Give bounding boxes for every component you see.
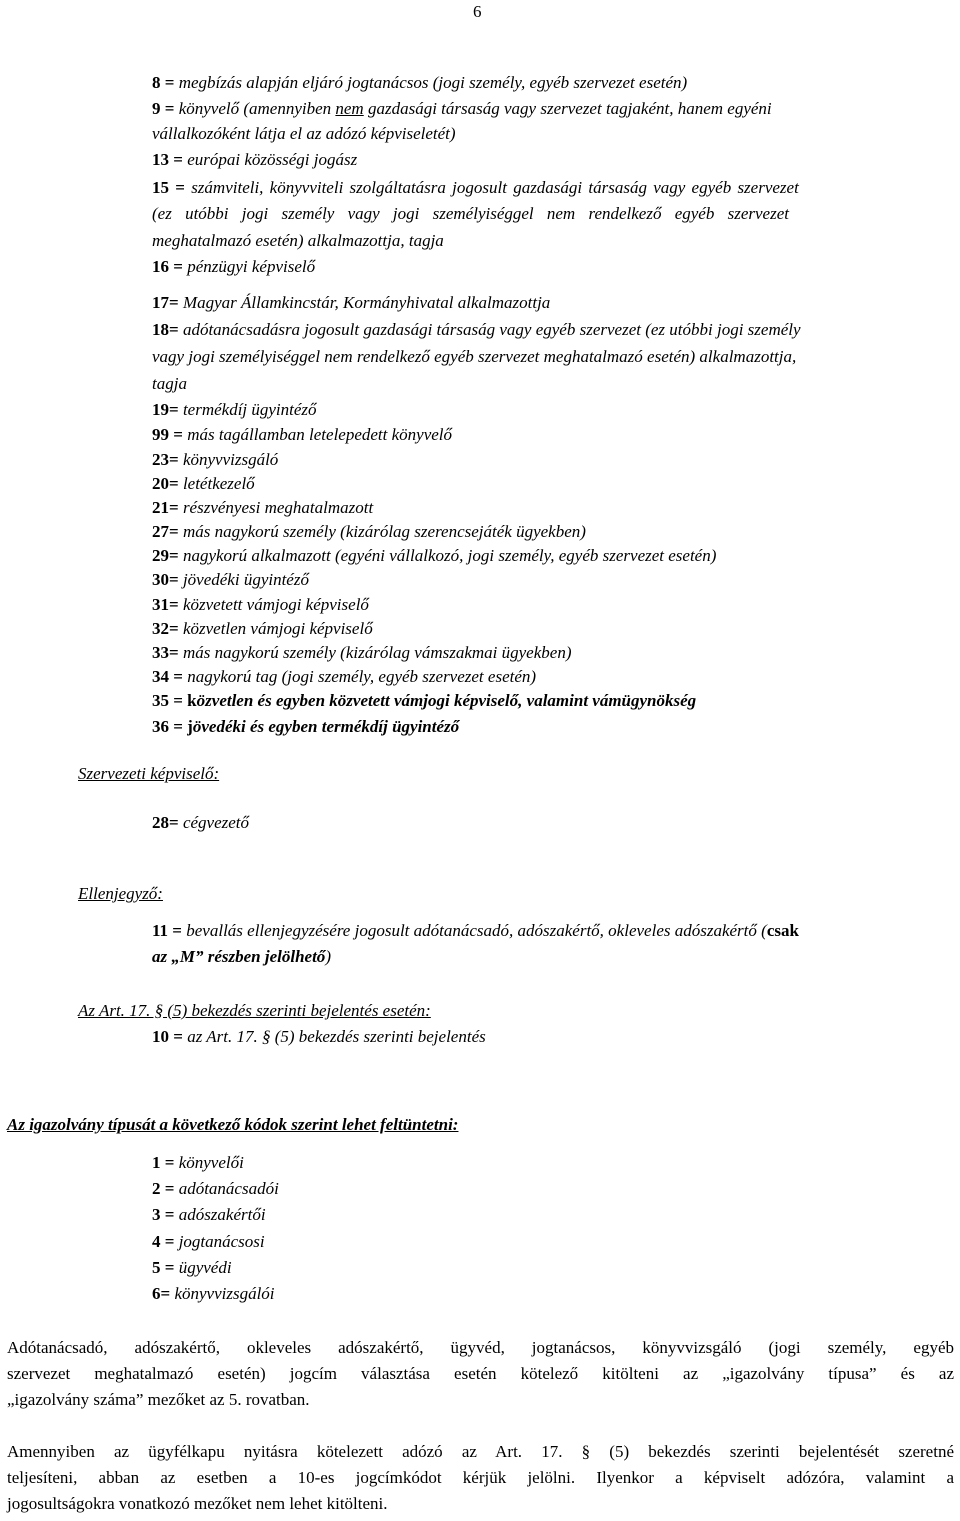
code: 6= [152,1284,171,1303]
list-item [152,920,799,942]
code: 36 = j [152,717,193,736]
list-item-continuation [152,373,187,395]
code-text: nagykorú alkalmazott (egyéni vállalkozó, jogi személy, egyéb szervezet esetén) [178,546,717,565]
list-item [152,1026,486,1048]
list-item [152,1283,275,1305]
code: 23= [152,450,179,469]
list-item [152,473,255,495]
code-text: termékdíj ügyintéző [178,400,317,419]
code: 18= [152,320,179,339]
code: 11 = [152,921,182,940]
code-text: vagy jogi személyiséggel nem rendelkező egyéb szervezet meghatalmazó esetén) alkalmazottja, [152,347,797,366]
paragraph-line: „igazolvány száma” mezőket az 5. rovatban. [7,1390,310,1409]
code-text: nagykorú tag (jogi személy, egyéb szervezet esetén) [182,667,537,686]
code: 30= [152,570,179,589]
list-item-continuation [152,946,331,968]
list-item [152,1178,279,1200]
code-text: más nagykorú személy (kizárólag vámszakmai ügyekben) [178,643,572,662]
code-text: az Art. 17. § (5) bekezdés szerinti bejelentés [182,1027,486,1046]
code: 10 = [152,1027,183,1046]
code-text: adótanácsadásra jogosult gazdasági társaság vagy egyéb szervezet (ez utóbbi jogi személy [178,320,801,339]
code-text: gazdasági társaság vagy szervezet tagjaként, hanem egyéni [363,99,772,118]
code-text: más nagykorú személy (kizárólag szerencsejáték ügyekben) [178,522,586,541]
code: 99 = [152,425,183,444]
code-text: övedéki és egyben termékdíj ügyintéző [192,717,460,736]
code-text: cégvezető [178,813,250,832]
code: 29= [152,546,179,565]
code-text: bevallás ellenjegyzésére jogosult adótanácsadó, adószakértő, okleveles adószakértő ( [182,921,767,940]
list-item [152,399,317,421]
list-item [152,319,801,341]
list-item [152,812,249,834]
code-text: vállalkozóként látja el az adózó képviseletét) [152,124,456,143]
list-item [152,72,687,94]
paragraph-line: jogosultságokra vonatkozó mezőket nem lehet kitölteni. [7,1494,388,1513]
list-item [152,618,373,640]
code-text: könyvvizsgáló [178,450,279,469]
code: 2 = [152,1179,175,1198]
code: 8 = [152,73,175,92]
list-item-continuation [152,123,456,145]
code-text: Magyar Államkincstár, Kormányhivatal alkalmazottja [178,293,551,312]
list-item [152,256,315,278]
list-item [152,497,373,519]
code-text: jövedéki ügyintéző [178,570,309,589]
code-text: tagja [152,374,187,393]
code: 1 = [152,1153,175,1172]
code-text: számviteli, könyvviteli szolgáltatásra jogosult gazdasági társaság vagy egyéb szervezet [184,178,799,197]
code: 20= [152,474,179,493]
bold-text: csak [766,921,799,940]
code: 21= [152,498,179,517]
code-text: könyvvizsgálói [170,1284,275,1303]
code: 34 = [152,667,183,686]
list-item-continuation [152,346,796,368]
paragraph-line: Adótanácsadó, adószakértő, okleveles adószakértő, ügyvéd, jogtanácsos, könyvvizsgáló (jogi személy, egyéb [7,1338,954,1357]
list-item [152,149,357,171]
bold-text: az „M” részben jelölhető [152,947,326,966]
list-item [152,1257,232,1279]
paragraph-line: szervezet meghatalmazó esetén) jogcím választása esetén kötelező kitölteni az „igazolvány típusa” és az [7,1364,954,1383]
list-item-continuation [152,203,789,225]
code-text: letétkezelő [178,474,255,493]
list-item [152,1231,265,1253]
code-text: részvényesi meghatalmazott [178,498,374,517]
list-item [152,1204,266,1226]
list-item [152,292,550,314]
code: 28= [152,813,179,832]
code: 33= [152,643,179,662]
code: 31= [152,595,179,614]
code-text: ügyvédi [174,1258,232,1277]
underlined-word: nem [335,99,364,118]
code-text: meghatalmazó esetén) alkalmazottja, tagja [152,231,444,250]
code: 13 = [152,150,183,169]
list-item [152,642,571,664]
list-item [152,690,696,712]
id-types-heading: Az igazolvány típusát a következő kódok szerint lehet feltüntetni: [7,1115,459,1134]
code-text: európai közösségi jogász [182,150,358,169]
list-item [152,569,309,591]
code-text: megbízás alapján eljáró jogtanácsos (jogi személy, egyéb szervezet esetén) [174,73,688,92]
code-text: pénzügyi képviselő [182,257,316,276]
list-item [152,177,799,199]
code-text: adótanácsadói [174,1179,279,1198]
art17-heading: Az Art. 17. § (5) bekezdés szerinti bejelentés esetén: [78,1001,431,1020]
list-item [152,716,459,738]
code-text: más tagállamban letelepedett könyvelő [182,425,453,444]
code: 15 = [152,178,185,197]
code: 3 = [152,1205,175,1224]
code: 19= [152,400,179,419]
code-text: özvetlen és egyben közvetett vámjogi képviselő, valamint vámügynökség [196,691,697,710]
code-text: közvetett vámjogi képviselő [178,595,369,614]
code-text: jogtanácsosi [174,1232,265,1251]
list-item [152,449,278,471]
code: 17= [152,293,179,312]
paragraph-line: teljesíteni, abban az esetben a 10-es jogcímkódot kérjük jelölni. Ilyenkor a képviselt adózóra, valamint a [7,1468,954,1487]
code: 9 = [152,99,175,118]
code-text: könyvelő (amennyiben [174,99,336,118]
page-number: 6 [473,2,482,21]
list-item [152,424,452,446]
list-item [152,594,369,616]
code: 16 = [152,257,183,276]
code: 5 = [152,1258,175,1277]
list-item [152,545,716,567]
list-item [152,98,772,120]
list-item [152,521,586,543]
org-rep-heading: Szervezeti képviselő: [78,764,220,783]
code-text: könyvelői [174,1153,244,1172]
list-item [152,1152,244,1174]
code-text: (ez utóbbi jogi személy vagy jogi személyiséggel nem rendelkező egyéb szervezet [152,204,789,223]
code: 35 = k [152,691,197,710]
code-text: közvetlen vámjogi képviselő [178,619,373,638]
list-item-continuation [152,230,444,252]
countersign-heading: Ellenjegyző: [78,884,163,903]
code-text: adószakértői [174,1205,266,1224]
list-item [152,666,536,688]
code: 4 = [152,1232,175,1251]
code: 32= [152,619,179,638]
code-text: ) [325,947,331,966]
paragraph-line: Amennyiben az ügyfélkapu nyitásra kötelezett adózó az Art. 17. § (5) bekezdés szerinti bejelentését szeretné [7,1442,954,1461]
code: 27= [152,522,179,541]
